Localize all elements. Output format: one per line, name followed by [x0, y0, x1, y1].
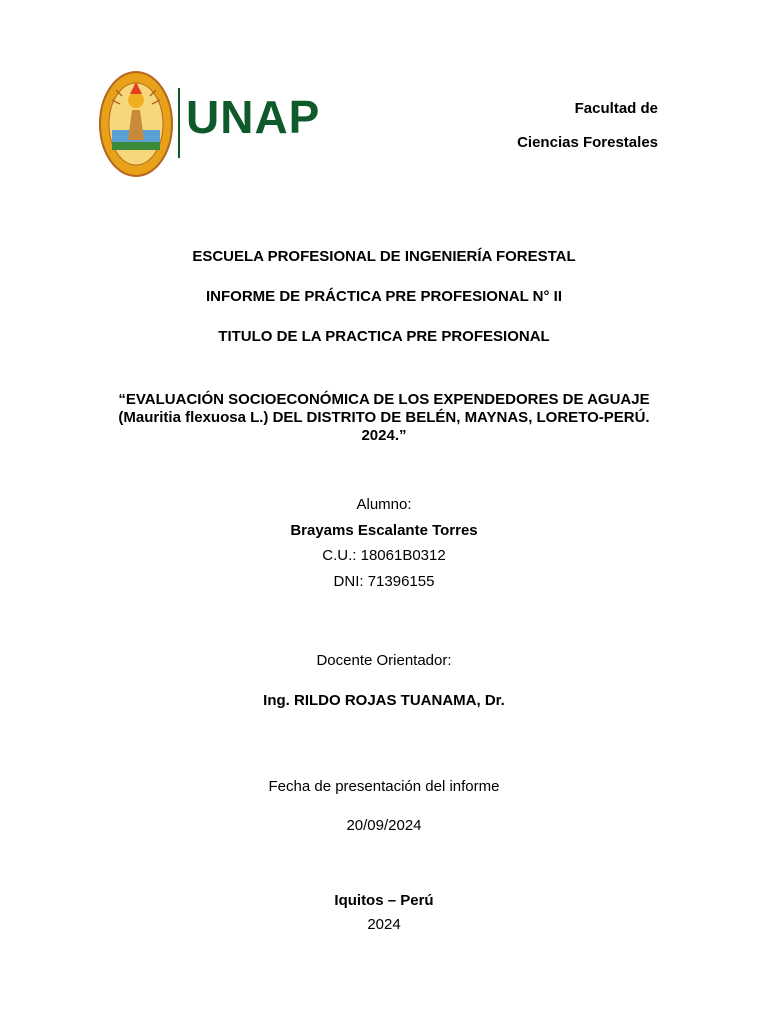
advisor-name: Ing. RILDO ROJAS TUANAMA, Dr. — [263, 692, 505, 709]
student-dni: DNI: 71396155 — [333, 573, 435, 590]
report-heading: INFORME DE PRÁCTICA PRE PROFESIONAL N° II — [205, 288, 563, 305]
report-title — [100, 391, 668, 445]
divider-bar — [178, 88, 180, 158]
date-label: Fecha de presentación del informe — [268, 778, 500, 795]
faculty-line2: Ciencias Forestales — [517, 134, 658, 151]
faculty-line1: Facultad de — [574, 100, 658, 117]
date-value: 20/09/2024 — [346, 817, 422, 834]
title-heading: TITULO DE LA PRACTICA PRE PROFESIONAL — [218, 328, 550, 345]
university-seal-icon — [98, 70, 178, 178]
title-line-2: (Mauritia flexuosa L.) DEL DISTRITO DE BELÉN, MAYNAS, LORETO-PERÚ. — [118, 409, 650, 426]
advisor-label: Docente Orientador: — [316, 652, 452, 669]
title-line-3: 2024.” — [361, 427, 407, 444]
title-line-1: “EVALUACIÓN SOCIOECONÓMICA DE LOS EXPENDEDORES DE AGUAJE — [118, 391, 650, 408]
logo-wordmark: UNAP — [186, 91, 321, 143]
place: Iquitos – Perú — [334, 892, 434, 909]
student-name: Brayams Escalante Torres — [290, 522, 478, 539]
student-cu: C.U.: 18061B0312 — [322, 547, 446, 564]
university-logo — [98, 70, 322, 178]
school-heading: ESCUELA PROFESIONAL DE INGENIERÍA FORESTAL — [192, 248, 576, 265]
year: 2024 — [367, 916, 401, 933]
student-label: Alumno: — [356, 496, 412, 513]
